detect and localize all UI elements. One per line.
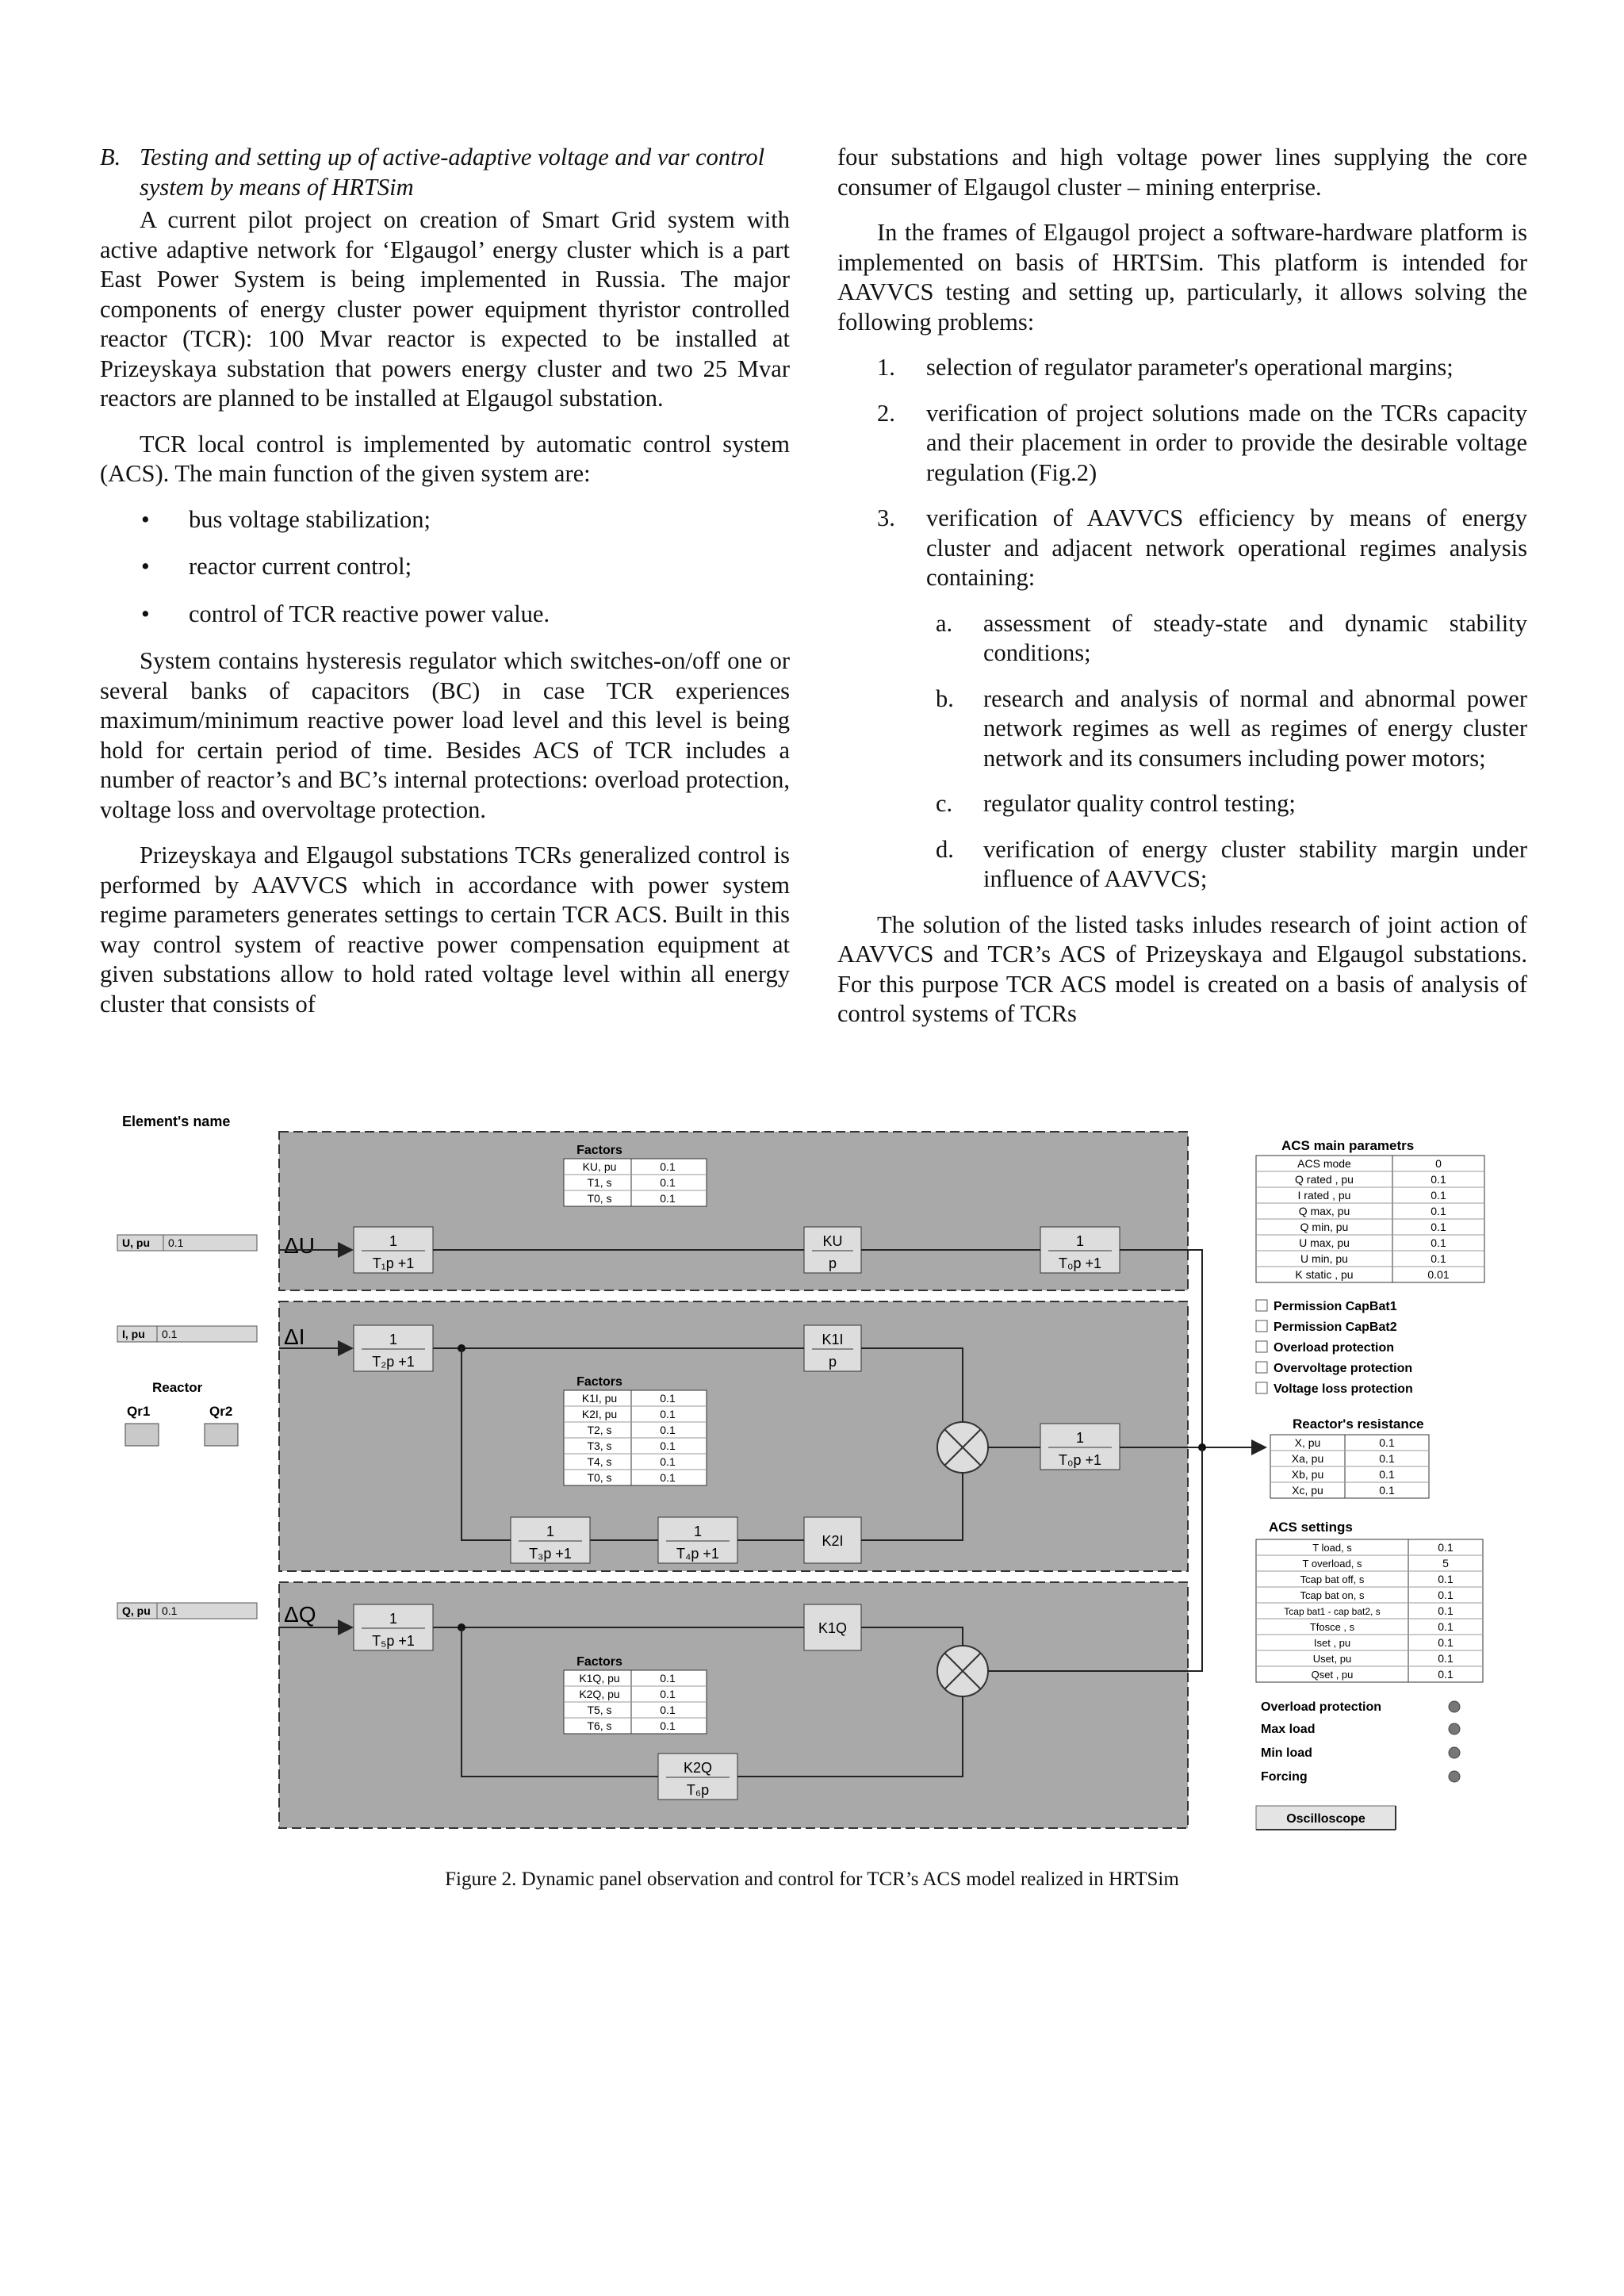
svg-text:0.1: 0.1 [660, 1439, 676, 1452]
acs-block-diagram [108, 1106, 1527, 1844]
svg-text:Overvoltage protection: Overvoltage protection [1274, 1362, 1413, 1375]
tf-block-t0-i[interactable] [1040, 1424, 1120, 1470]
svg-text:Q rated , pu: Q rated , pu [1295, 1173, 1354, 1186]
sub-item [837, 789, 1527, 819]
svg-text:1: 1 [1075, 1430, 1085, 1446]
resistance-table [1270, 1435, 1429, 1498]
bullet-item [100, 600, 790, 630]
svg-text:X, pu: X, pu [1294, 1436, 1321, 1449]
svg-text:p: p [828, 1354, 837, 1370]
svg-text:Factors: Factors [576, 1375, 622, 1389]
tf-block-t1[interactable] [354, 1227, 433, 1273]
svg-text:1: 1 [693, 1524, 703, 1539]
checkbox-overvoltage-protection[interactable] [1256, 1362, 1412, 1375]
svg-text:Tcap bat1 - cap bat2, s: Tcap bat1 - cap bat2, s [1284, 1606, 1381, 1617]
svg-text:I rated , pu: I rated , pu [1297, 1189, 1351, 1202]
item-letter: a. [936, 609, 953, 637]
svg-text:Xa, pu: Xa, pu [1291, 1452, 1324, 1465]
svg-text:Min load: Min load [1261, 1746, 1312, 1760]
svg-text:K1Q, pu: K1Q, pu [579, 1672, 620, 1685]
tf-block-t0-u[interactable] [1040, 1227, 1120, 1273]
svg-text:T₂p +1: T₂p +1 [372, 1354, 415, 1370]
sub-item [837, 684, 1527, 774]
svg-text:0.1: 0.1 [1379, 1484, 1395, 1497]
svg-text:0.1: 0.1 [1438, 1541, 1454, 1554]
checkbox-voltage-loss-protection[interactable] [1256, 1382, 1413, 1396]
item-letter: d. [936, 835, 954, 863]
summer-i [937, 1422, 988, 1473]
svg-text:Q max, pu: Q max, pu [1298, 1205, 1350, 1217]
svg-text:Tfosce , s: Tfosce , s [1309, 1621, 1355, 1633]
svg-text:1: 1 [1075, 1233, 1085, 1249]
bullet-item [100, 552, 790, 582]
svg-text:Permission CapBat1: Permission CapBat1 [1274, 1300, 1397, 1313]
svg-text:Iset , pu: Iset , pu [1313, 1637, 1351, 1649]
bullet-text: control of TCR reactive power value. [189, 600, 550, 627]
section-title: Testing and setting up of active-adaptive voltage and var control system by means of HRTSim [140, 144, 765, 201]
svg-text:K static , pu: K static , pu [1295, 1268, 1354, 1281]
section-heading [100, 143, 790, 202]
bullet-icon: • [141, 553, 150, 580]
qr2-label: Qr2 [209, 1404, 233, 1419]
oscilloscope-button[interactable] [1256, 1806, 1396, 1830]
svg-text:0.1: 0.1 [660, 1424, 676, 1436]
svg-text:5: 5 [1442, 1557, 1449, 1570]
svg-text:K1I, pu: K1I, pu [581, 1392, 618, 1405]
qr1-indicator[interactable] [125, 1424, 159, 1446]
item-number: 3. [877, 504, 895, 531]
gain-block-k2q[interactable] [658, 1754, 737, 1800]
svg-text:Permission CapBat2: Permission CapBat2 [1274, 1320, 1397, 1334]
svg-text:0.1: 0.1 [660, 1688, 676, 1700]
svg-text:Factors: Factors [576, 1144, 622, 1157]
svg-text:0.01: 0.01 [1427, 1268, 1450, 1281]
q-input[interactable] [117, 1603, 257, 1619]
gain-block-k1i[interactable] [804, 1325, 861, 1371]
svg-text:0.1: 0.1 [660, 1392, 676, 1405]
svg-text:1: 1 [389, 1332, 398, 1347]
svg-text:Oscilloscope: Oscilloscope [1286, 1812, 1365, 1826]
sub-item [837, 609, 1527, 669]
svg-text:K2I, pu: K2I, pu [581, 1408, 618, 1420]
svg-text:KU: KU [822, 1233, 843, 1249]
acs-settings-title: ACS settings [1269, 1520, 1353, 1535]
u-input-label: U, pu [122, 1236, 150, 1249]
svg-text:T6, s: T6, s [587, 1719, 612, 1732]
svg-text:Uset, pu: Uset, pu [1312, 1653, 1352, 1665]
svg-text:0.1: 0.1 [1438, 1620, 1454, 1633]
acs-main-table [1256, 1156, 1484, 1282]
paragraph: A current pilot project on creation of Smart Grid system with active adaptive network for ‘Elgaugol’ energy cluster which is a part East Power System is being implemented in Russia. The major components of energy cluster power equipment thyristor controlled reactor (TCR): 100 Mvar reactor is expected to be installed at Prizeyskaya substation that powers energy cluster and two 25 Mvar reactors are planned to be installed at Elgaugol substation. [100, 206, 790, 412]
numbered-item [837, 504, 1527, 593]
svg-text:T₄p +1: T₄p +1 [676, 1546, 719, 1562]
reactor-title: Reactor [152, 1380, 203, 1395]
section-label: B. [100, 144, 121, 171]
svg-text:K2Q, pu: K2Q, pu [579, 1688, 620, 1700]
svg-text:T₆p: T₆p [686, 1782, 710, 1798]
paragraph: System contains hysteresis regulator which switches-on/off one or several banks of capacitors (BC) in case TCR experiences maximum/minimum reactive power load level and this level is being hold for certain period of time. Besides ACS of TCR includes a number of reactor’s and BC’s internal protections: overload protection, voltage loss and overvoltage protection. [100, 647, 790, 823]
svg-text:T₅p +1: T₅p +1 [372, 1633, 415, 1649]
item-letter: c. [936, 790, 953, 817]
q-input-label: Q, pu [122, 1604, 151, 1617]
svg-text:Overload protection: Overload protection [1261, 1700, 1382, 1714]
paragraph: Prizeyskaya and Elgaugol substations TCRs generalized control is performed by AAVVCS which in accordance with power system regime parameters generates settings to certain TCR ACS. Built in this way control system of reactive power compensation equipment at given substations allow to hold rated voltage level within all energy cluster that consists of [100, 841, 790, 1018]
svg-text:0.1: 0.1 [1379, 1468, 1395, 1481]
bullet-text: bus voltage stabilization; [189, 505, 431, 533]
gain-block-ku[interactable] [804, 1227, 861, 1273]
svg-text:K1Q: K1Q [818, 1620, 848, 1636]
svg-text:0.1: 0.1 [1431, 1173, 1446, 1186]
delta-q-label: ΔQ [284, 1602, 316, 1627]
item-text: verification of energy cluster stability margin under influence of AAVVCS; [983, 835, 1527, 892]
svg-text:0.1: 0.1 [660, 1455, 676, 1468]
svg-text:T load, s: T load, s [1312, 1542, 1352, 1554]
item-text: regulator quality control testing; [983, 790, 1296, 817]
paragraph: four substations and high voltage power lines supplying the core consumer of Elgaugol cluster – mining enterprise. [837, 144, 1527, 201]
i-input[interactable] [117, 1326, 257, 1342]
svg-text:U min, pu: U min, pu [1300, 1252, 1348, 1265]
svg-text:0.1: 0.1 [660, 1672, 676, 1685]
svg-text:T overload, s: T overload, s [1302, 1558, 1362, 1570]
svg-text:1: 1 [389, 1233, 398, 1249]
svg-text:K1I: K1I [822, 1332, 844, 1347]
gain-block-k1q[interactable] [804, 1604, 861, 1650]
svg-text:Xb, pu: Xb, pu [1291, 1468, 1324, 1481]
checkbox-permission-capbat1[interactable] [1256, 1300, 1397, 1313]
numbered-item [837, 353, 1527, 383]
svg-text:T4, s: T4, s [587, 1455, 612, 1468]
svg-text:0.1: 0.1 [1431, 1189, 1446, 1202]
svg-text:T0, s: T0, s [587, 1471, 612, 1484]
item-text: verification of project solutions made on the TCRs capacity and their placement in order to provide the desirable voltage regulation (Fig.2) [926, 399, 1527, 486]
resistance-title: Reactor's resistance [1293, 1416, 1424, 1432]
svg-text:0.1: 0.1 [660, 1192, 676, 1205]
svg-text:Max load: Max load [1261, 1723, 1316, 1736]
svg-text:T3, s: T3, s [587, 1439, 612, 1452]
paragraph: The solution of the listed tasks inludes research of joint action of AAVVCS and TCR’s ACS of Prizeyskaya and Elgaugol substations. For this purpose TCR ACS model is created on a basis of analysis of control systems of TCRs [837, 910, 1527, 1027]
svg-text:Tcap bat off, s: Tcap bat off, s [1300, 1573, 1365, 1585]
svg-text:0.1: 0.1 [1431, 1221, 1446, 1233]
svg-text:0.1: 0.1 [1431, 1236, 1446, 1249]
svg-text:0.1: 0.1 [660, 1160, 676, 1173]
indicator-min-load [1261, 1746, 1460, 1760]
svg-text:0.1: 0.1 [1431, 1205, 1446, 1217]
svg-text:Forcing: Forcing [1261, 1770, 1308, 1784]
svg-text:0.1: 0.1 [1431, 1252, 1446, 1265]
svg-text:T₁p +1: T₁p +1 [372, 1255, 415, 1271]
tf-block-t2[interactable] [354, 1325, 433, 1371]
svg-text:Qset , pu: Qset , pu [1311, 1669, 1354, 1681]
acs-main-title: ACS main parametrs [1281, 1138, 1415, 1153]
figure-caption: Figure 2. Dynamic panel observation and control for TCR’s ACS model realized in HRTSim [445, 1869, 1179, 1890]
svg-text:0.1: 0.1 [660, 1471, 676, 1484]
bullet-icon: • [141, 600, 150, 627]
indicator-forcing [1261, 1770, 1460, 1784]
right-column [837, 143, 1527, 1045]
svg-text:T₀p +1: T₀p +1 [1059, 1452, 1101, 1468]
delta-u-label: ΔU [284, 1233, 315, 1258]
paragraph: In the frames of Elgaugol project a software-hardware platform is implemented on basis of HRTSim. This platform is intended for AAVVCS testing and setting up, particularly, it allows solving the following problems: [837, 219, 1527, 335]
svg-text:0.1: 0.1 [660, 1704, 676, 1716]
elements-title: Element's name [122, 1114, 231, 1129]
item-text: verification of AAVVCS efficiency by means of energy cluster and adjacent network operational regimes analysis containing: [926, 504, 1527, 591]
svg-text:T2, s: T2, s [587, 1424, 612, 1436]
svg-text:0.1: 0.1 [660, 1176, 676, 1189]
svg-text:0.1: 0.1 [1438, 1668, 1454, 1681]
delta-i-label: ΔI [284, 1324, 305, 1349]
q-input-value: 0.1 [162, 1604, 178, 1617]
item-number: 2. [877, 399, 895, 427]
item-number: 1. [877, 354, 895, 381]
item-letter: b. [936, 684, 954, 712]
qr1-label: Qr1 [127, 1404, 151, 1419]
u-input[interactable] [117, 1235, 257, 1251]
svg-text:T₃p +1: T₃p +1 [529, 1546, 572, 1562]
left-column [100, 143, 790, 1035]
svg-text:K2Q: K2Q [683, 1760, 713, 1776]
svg-text:p: p [828, 1255, 837, 1271]
tf-block-t3[interactable] [511, 1517, 590, 1563]
tf-block-t5[interactable] [354, 1604, 433, 1650]
svg-text:0.1: 0.1 [660, 1408, 676, 1420]
svg-text:1: 1 [389, 1611, 398, 1627]
svg-text:T5, s: T5, s [587, 1704, 612, 1716]
svg-text:Overload protection: Overload protection [1274, 1341, 1395, 1355]
numbered-item [837, 399, 1527, 489]
checkbox-overload-protection[interactable] [1256, 1341, 1394, 1355]
bullet-text: reactor current control; [189, 553, 412, 580]
factors-i-table [564, 1375, 707, 1485]
item-text: research and analysis of normal and abnormal power network regimes as well as regimes of energy cluster network and its consumers including power motors; [983, 684, 1527, 772]
svg-text:Factors: Factors [576, 1655, 622, 1669]
gain-block-k2i[interactable] [804, 1517, 861, 1563]
svg-text:Tcap bat on, s: Tcap bat on, s [1300, 1589, 1365, 1601]
u-input-value: 0.1 [168, 1236, 184, 1249]
tf-block-t4[interactable] [658, 1517, 737, 1563]
svg-text:T1, s: T1, s [587, 1176, 612, 1189]
svg-text:Q min, pu: Q min, pu [1300, 1221, 1349, 1233]
svg-text:ACS mode: ACS mode [1297, 1157, 1351, 1170]
checkbox-permission-capbat2[interactable] [1256, 1320, 1397, 1334]
svg-text:0.1: 0.1 [660, 1719, 676, 1732]
svg-text:Xc, pu: Xc, pu [1292, 1484, 1323, 1497]
svg-text:0.1: 0.1 [1438, 1604, 1454, 1617]
svg-text:0.1: 0.1 [1438, 1573, 1454, 1585]
svg-text:0: 0 [1435, 1157, 1442, 1170]
svg-text:0.1: 0.1 [1438, 1636, 1454, 1649]
svg-text:T0, s: T0, s [587, 1192, 612, 1205]
indicator-overload-protection [1261, 1700, 1460, 1714]
bullet-item [100, 505, 790, 535]
svg-text:1: 1 [546, 1524, 555, 1539]
bullet-icon: • [141, 505, 150, 533]
indicator-max-load [1261, 1723, 1460, 1736]
sub-item [837, 835, 1527, 895]
svg-text:Voltage loss protection: Voltage loss protection [1274, 1382, 1413, 1396]
svg-text:0.1: 0.1 [1438, 1652, 1454, 1665]
item-text: assessment of steady-state and dynamic stability conditions; [983, 609, 1527, 666]
summer-q [937, 1646, 988, 1696]
svg-text:KU, pu: KU, pu [582, 1160, 617, 1173]
svg-text:T₀p +1: T₀p +1 [1059, 1255, 1101, 1271]
paragraph: TCR local control is implemented by automatic control system (ACS). The main function of the given system are: [100, 430, 790, 487]
i-input-label: I, pu [122, 1328, 145, 1340]
svg-text:K2I: K2I [822, 1533, 844, 1549]
acs-settings-table [1256, 1539, 1483, 1682]
svg-text:0.1: 0.1 [1379, 1436, 1395, 1449]
svg-text:0.1: 0.1 [1438, 1589, 1454, 1601]
svg-text:0.1: 0.1 [1379, 1452, 1395, 1465]
item-text: selection of regulator parameter's operational margins; [926, 354, 1454, 381]
svg-text:U max, pu: U max, pu [1299, 1236, 1350, 1249]
i-input-value: 0.1 [162, 1328, 178, 1340]
qr2-indicator[interactable] [205, 1424, 238, 1446]
